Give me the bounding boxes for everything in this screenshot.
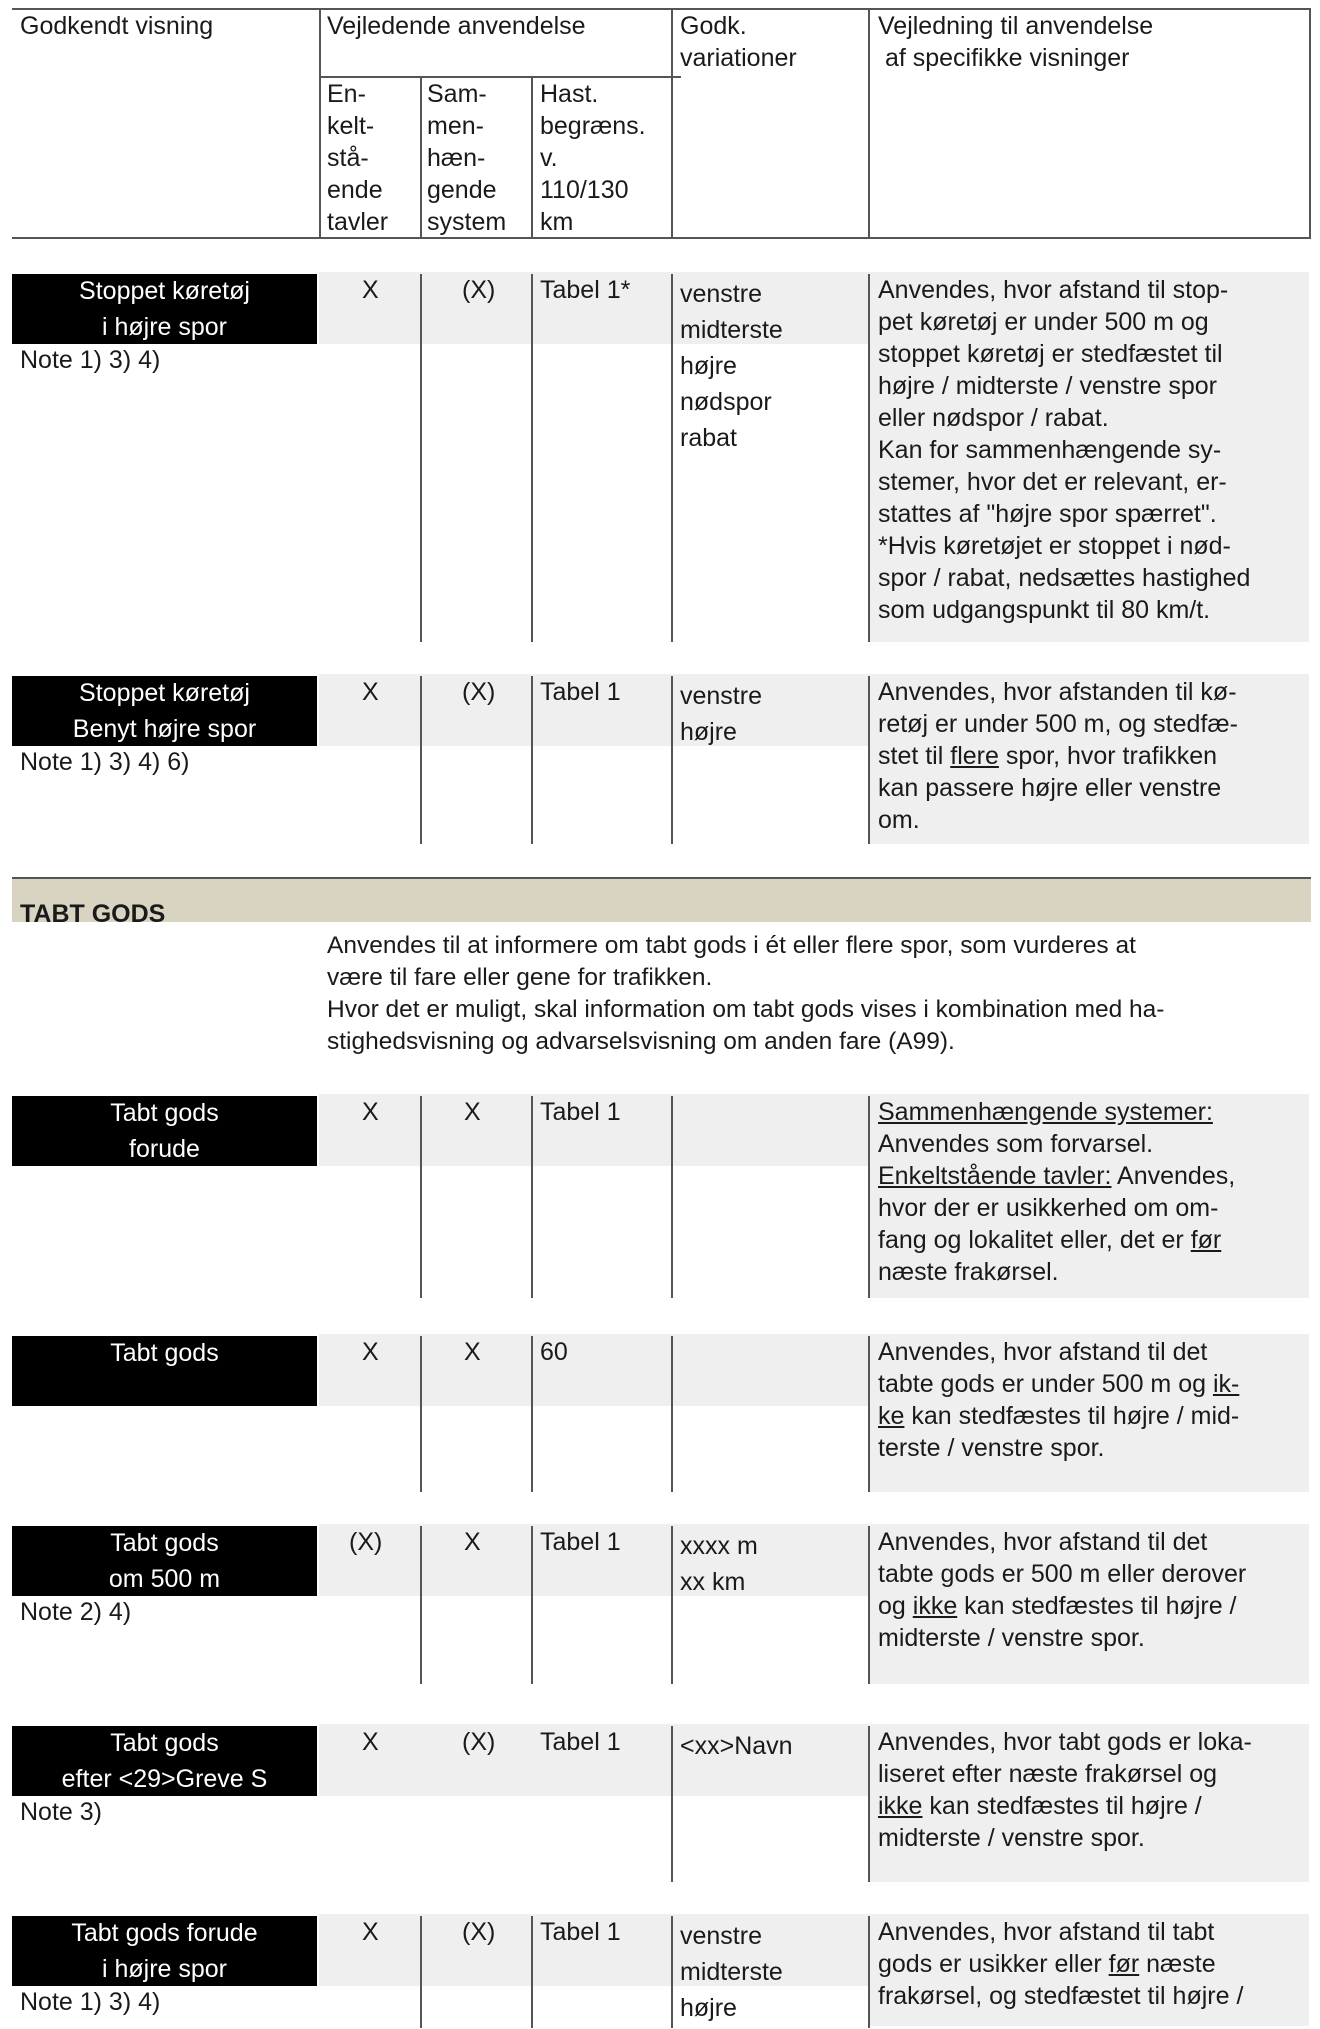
- row-vline: [868, 274, 870, 642]
- connected-system-value: X: [464, 1098, 481, 1126]
- note-reference: Note 1) 3) 4): [20, 1988, 161, 2016]
- category-top-border: [12, 877, 1311, 879]
- row-vline: [420, 1336, 422, 1492]
- row-vline: [531, 1916, 533, 2028]
- guidance-text: Sammenhængende systemer: Anvendes som forvarsel. Enkeltstående tavler: Anvendes, hvor der er usikkerhed om om- fang og lokalitet eller, det er før næste frakørsel.: [878, 1098, 1236, 1286]
- connected-system-value: X: [464, 1528, 481, 1556]
- display-sign: Tabt gods forude: [12, 1096, 317, 1166]
- single-signs-value: X: [362, 1728, 379, 1756]
- guidance-text: Anvendes, hvor afstand til stop- pet køretøj er under 500 m og stoppet køretøj er stedfæstet til højre / midterste / venstre spor eller nødspor / rabat. Kan for sammenhængende sy- stemer, hvor det er relevant, er- stattes af "højre spor spærret". *Hvis køretøjet er stoppet i nød- spor / rabat, nedsættes hastighed som udgangspunkt til 80 km/t.: [878, 276, 1251, 624]
- category-intro: Anvendes til at informere om tabt gods i ét eller flere spor, som vurderes at være til fare eller gene for trafikken. Hvor det er muligt, skal information om tabt gods vises i kombination med ha- stighedsvisning og advarselsvisning om anden fare (A99).: [327, 932, 1165, 1055]
- single-signs-value: (X): [349, 1528, 383, 1556]
- row-vline: [420, 676, 422, 844]
- header-bottom-border: [12, 237, 1311, 239]
- single-signs-value: X: [362, 1338, 379, 1366]
- connected-system-value: (X): [462, 1728, 496, 1756]
- row-vline: [531, 676, 533, 844]
- display-sign: Tabt gods forude i højre spor: [12, 1916, 317, 1986]
- connected-system-value: (X): [462, 276, 496, 304]
- row-vline: [868, 1096, 870, 1298]
- header-approved-variations: Godk. variationer: [680, 12, 797, 72]
- row-vline: [531, 1096, 533, 1298]
- row-vline: [420, 1916, 422, 2028]
- single-signs-value: X: [362, 1098, 379, 1126]
- display-sign: Stoppet køretøj i højre spor: [12, 274, 317, 344]
- speed-limit-value: Tabel 1*: [540, 276, 631, 304]
- note-reference: Note 1) 3) 4): [20, 346, 161, 374]
- guidance-text: Anvendes, hvor tabt gods er loka- liseret efter næste frakørsel og ikke kan stedfæstes til højre / midterste / venstre spor.: [878, 1728, 1252, 1852]
- speed-limit-value: Tabel 1: [540, 1728, 621, 1756]
- speed-limit-value: Tabel 1: [540, 678, 621, 706]
- variations-list: xxxx m xx km: [680, 1532, 758, 1596]
- row-vline: [671, 1726, 673, 1882]
- speed-limit-value: 60: [540, 1338, 568, 1366]
- row-vline: [868, 1526, 870, 1684]
- header-vline-4: [671, 8, 673, 238]
- connected-system-value: X: [464, 1338, 481, 1366]
- speed-limit-value: Tabel 1: [540, 1918, 621, 1946]
- header-guidance-usage: Vejledende anvendelse: [327, 12, 586, 40]
- row-vline: [671, 1916, 673, 2028]
- row-vline: [420, 274, 422, 642]
- header-vline-1: [319, 8, 321, 238]
- document-page: [12, 8, 1311, 2028]
- header-vline-3: [531, 76, 533, 238]
- row-vline: [420, 1096, 422, 1298]
- single-signs-value: X: [362, 1918, 379, 1946]
- variations-list: venstre midterste højre: [680, 1922, 783, 2022]
- row-vline: [671, 1096, 673, 1298]
- row-vline: [671, 676, 673, 844]
- connected-system-value: (X): [462, 678, 496, 706]
- guidance-text: Anvendes, hvor afstand til det tabte gods er under 500 m og ik- ke kan stedfæstes til højre / mid- terste / venstre spor.: [878, 1338, 1240, 1462]
- guidance-text: Anvendes, hvor afstanden til kø- retøj er under 500 m, og stedfæ- stet til flere spor, hvor trafikken kan passere højre eller venstre om.: [878, 678, 1238, 834]
- guidance-text: Anvendes, hvor afstand til det tabte gods er 500 m eller derover og ikke kan stedfæstes til højre / midterste / venstre spor.: [878, 1528, 1247, 1652]
- row-vline: [671, 1526, 673, 1684]
- variations-list: <xx>Navn: [680, 1732, 793, 1760]
- guidance-text: Anvendes, hvor afstand til tabt gods er usikker eller før næste frakørsel, og stedfæstet til højre /: [878, 1918, 1244, 2010]
- header-vline-2: [420, 76, 422, 238]
- single-signs-value: X: [362, 276, 379, 304]
- row-vline: [531, 1336, 533, 1492]
- row-vline: [868, 676, 870, 844]
- row-vline: [420, 1526, 422, 1684]
- speed-limit-value: Tabel 1: [540, 1528, 621, 1556]
- header-connected-system: Sam- men- hæn- gende system: [427, 80, 507, 236]
- display-sign: Tabt gods om 500 m: [12, 1526, 317, 1596]
- display-sign: Stoppet køretøj Benyt højre spor: [12, 676, 317, 746]
- header-approved-display: Godkendt visning: [20, 12, 214, 40]
- row-vline: [868, 1726, 870, 1882]
- variations-list: venstre højre: [680, 682, 762, 746]
- row-vline: [531, 1526, 533, 1684]
- variations-list: venstre midterste højre nødspor rabat: [680, 280, 783, 452]
- note-reference: Note 3): [20, 1798, 102, 1826]
- row-vline: [868, 1916, 870, 2028]
- header-vline-5: [868, 8, 870, 238]
- header-speed-limit: Hast. begræns. v. 110/130 km: [540, 80, 646, 236]
- connected-system-value: (X): [462, 1918, 496, 1946]
- note-reference: Note 2) 4): [20, 1598, 132, 1626]
- category-header: [12, 878, 1311, 922]
- single-signs-value: X: [362, 678, 379, 706]
- row-vline: [868, 1336, 870, 1492]
- speed-limit-value: Tabel 1: [540, 1098, 621, 1126]
- note-reference: Note 1) 3) 4) 6): [20, 748, 190, 776]
- display-sign: Tabt gods: [12, 1336, 317, 1406]
- category-title: TABT GODS: [20, 900, 166, 928]
- display-sign: Tabt gods efter <29>Greve S: [12, 1726, 317, 1796]
- table-right-border-top: [1309, 8, 1311, 238]
- row-vline: [531, 274, 533, 642]
- row-vline: [671, 1336, 673, 1492]
- header-single-signs: En- kelt- stå- ende tavler: [327, 80, 389, 236]
- header-specific-guidance: Vejledning til anvendelse af specifikke visninger: [878, 12, 1154, 72]
- row-vline: [671, 274, 673, 642]
